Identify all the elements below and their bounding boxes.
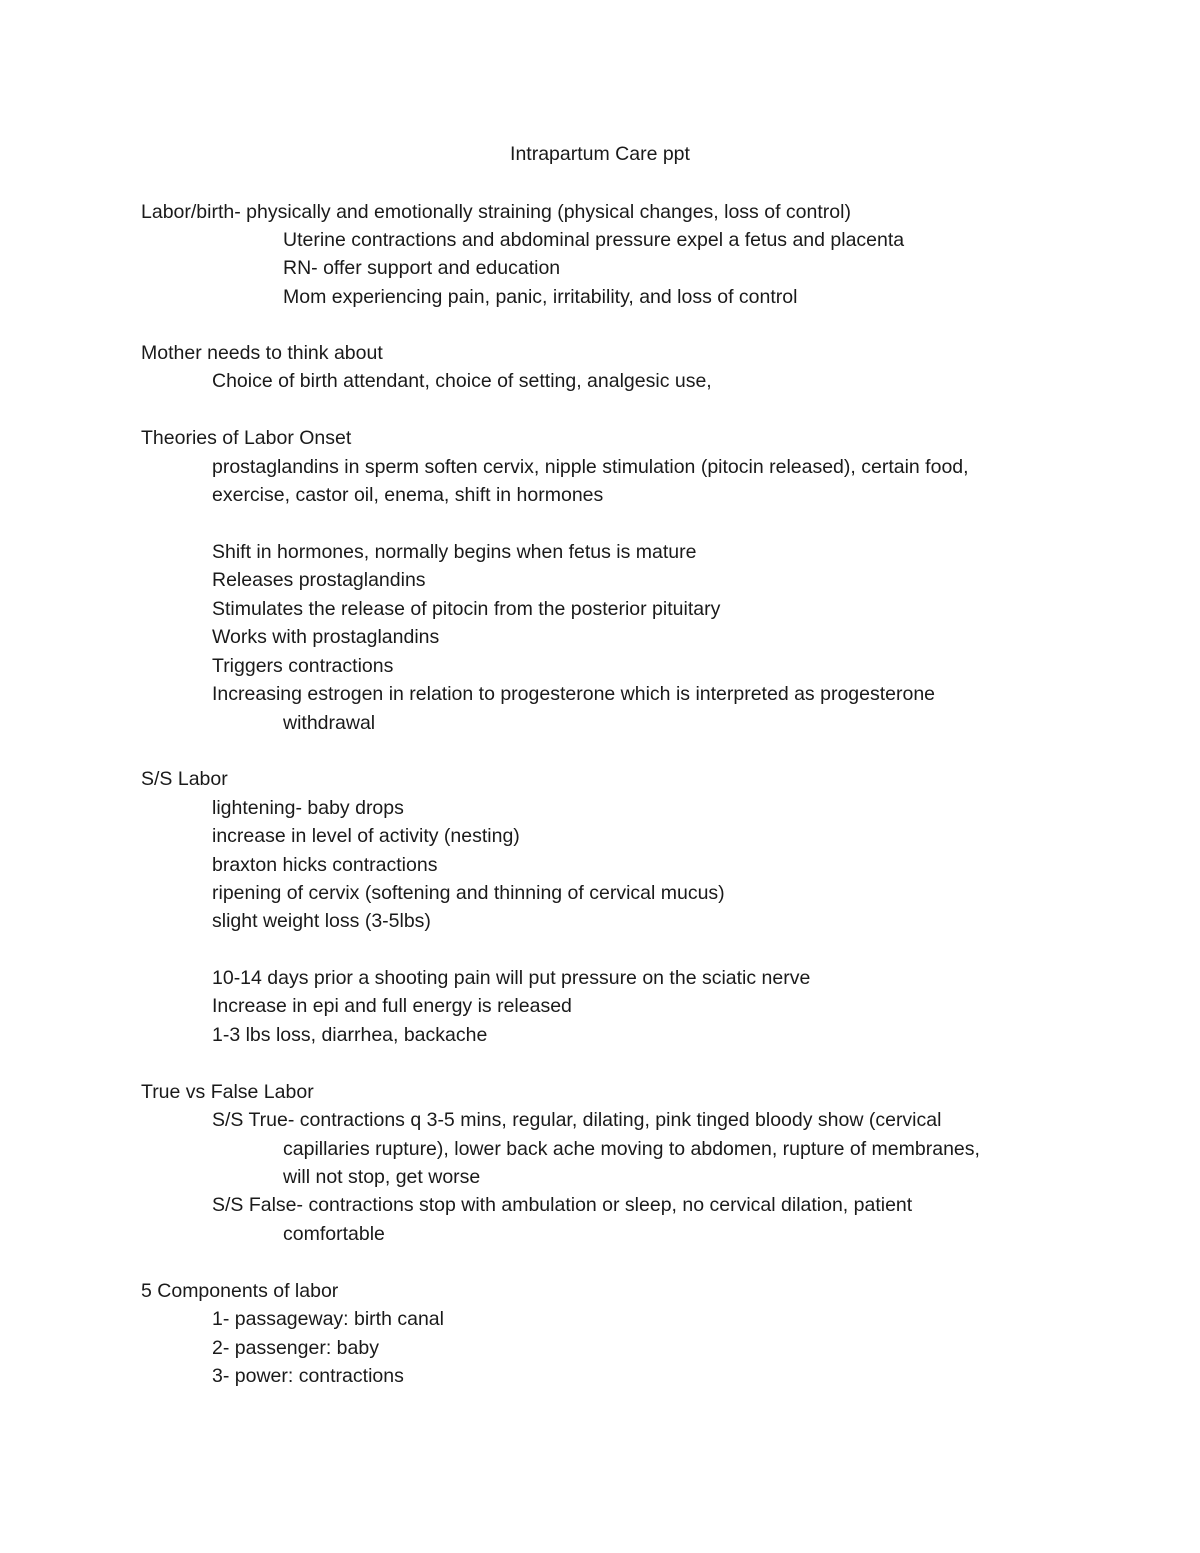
theories-item: Shift in hormones, normally begins when fetus is mature bbox=[212, 541, 697, 563]
theories-heading: Theories of Labor Onset bbox=[141, 427, 352, 449]
ss-labor-item: braxton hicks contractions bbox=[212, 854, 438, 876]
labor-item: Uterine contractions and abdominal pressure expel a fetus and placenta bbox=[283, 229, 905, 251]
theories-para-line: exercise, castor oil, enema, shift in hormones bbox=[212, 484, 604, 506]
theories-item: Stimulates the release of pitocin from the posterior pituitary bbox=[212, 598, 721, 620]
theories-para-line: prostaglandins in sperm soften cervix, nipple stimulation (pitocin released), certain food, bbox=[212, 456, 969, 478]
labor-item: Mom experiencing pain, panic, irritability, and loss of control bbox=[283, 286, 798, 308]
theories-item-continuation: withdrawal bbox=[283, 712, 376, 734]
theories-item: Increasing estrogen in relation to progesterone which is interpreted as progesterone bbox=[212, 683, 936, 705]
mother-heading: Mother needs to think about bbox=[141, 342, 383, 364]
mother-item: Choice of birth attendant, choice of setting, analgesic use, bbox=[212, 370, 712, 392]
theories-item: Releases prostaglandins bbox=[212, 569, 426, 591]
ss-labor-item: lightening- baby drops bbox=[212, 797, 404, 819]
theories-item: Triggers contractions bbox=[212, 655, 394, 677]
ss-labor-heading: S/S Labor bbox=[141, 768, 228, 790]
true-labor-line: will not stop, get worse bbox=[283, 1166, 481, 1188]
page-title: Intrapartum Care ppt bbox=[510, 143, 690, 165]
ss-labor-item: Increase in epi and full energy is released bbox=[212, 995, 572, 1017]
true-labor-line: S/S True- contractions q 3-5 mins, regular, dilating, pink tinged bloody show (cervical bbox=[212, 1109, 942, 1131]
ss-labor-item: slight weight loss (3-5lbs) bbox=[212, 910, 431, 932]
false-labor-line: S/S False- contractions stop with ambulation or sleep, no cervical dilation, patient bbox=[212, 1194, 913, 1216]
ss-labor-item: 10-14 days prior a shooting pain will put pressure on the sciatic nerve bbox=[212, 967, 811, 989]
ss-labor-item: ripening of cervix (softening and thinning of cervical mucus) bbox=[212, 882, 725, 904]
true-false-heading: True vs False Labor bbox=[141, 1081, 314, 1103]
labor-item: RN- offer support and education bbox=[283, 257, 561, 279]
theories-item: Works with prostaglandins bbox=[212, 626, 440, 648]
ss-labor-item: increase in level of activity (nesting) bbox=[212, 825, 520, 847]
false-labor-line: comfortable bbox=[283, 1223, 385, 1245]
components-heading: 5 Components of labor bbox=[141, 1280, 339, 1302]
components-item: 1- passageway: birth canal bbox=[212, 1308, 444, 1330]
ss-labor-item: 1-3 lbs loss, diarrhea, backache bbox=[212, 1024, 488, 1046]
true-labor-line: capillaries rupture), lower back ache moving to abdomen, rupture of membranes, bbox=[283, 1138, 980, 1160]
labor-heading: Labor/birth- physically and emotionally straining (physical changes, loss of control) bbox=[141, 201, 851, 223]
components-item: 2- passenger: baby bbox=[212, 1337, 379, 1359]
components-item: 3- power: contractions bbox=[212, 1365, 404, 1387]
